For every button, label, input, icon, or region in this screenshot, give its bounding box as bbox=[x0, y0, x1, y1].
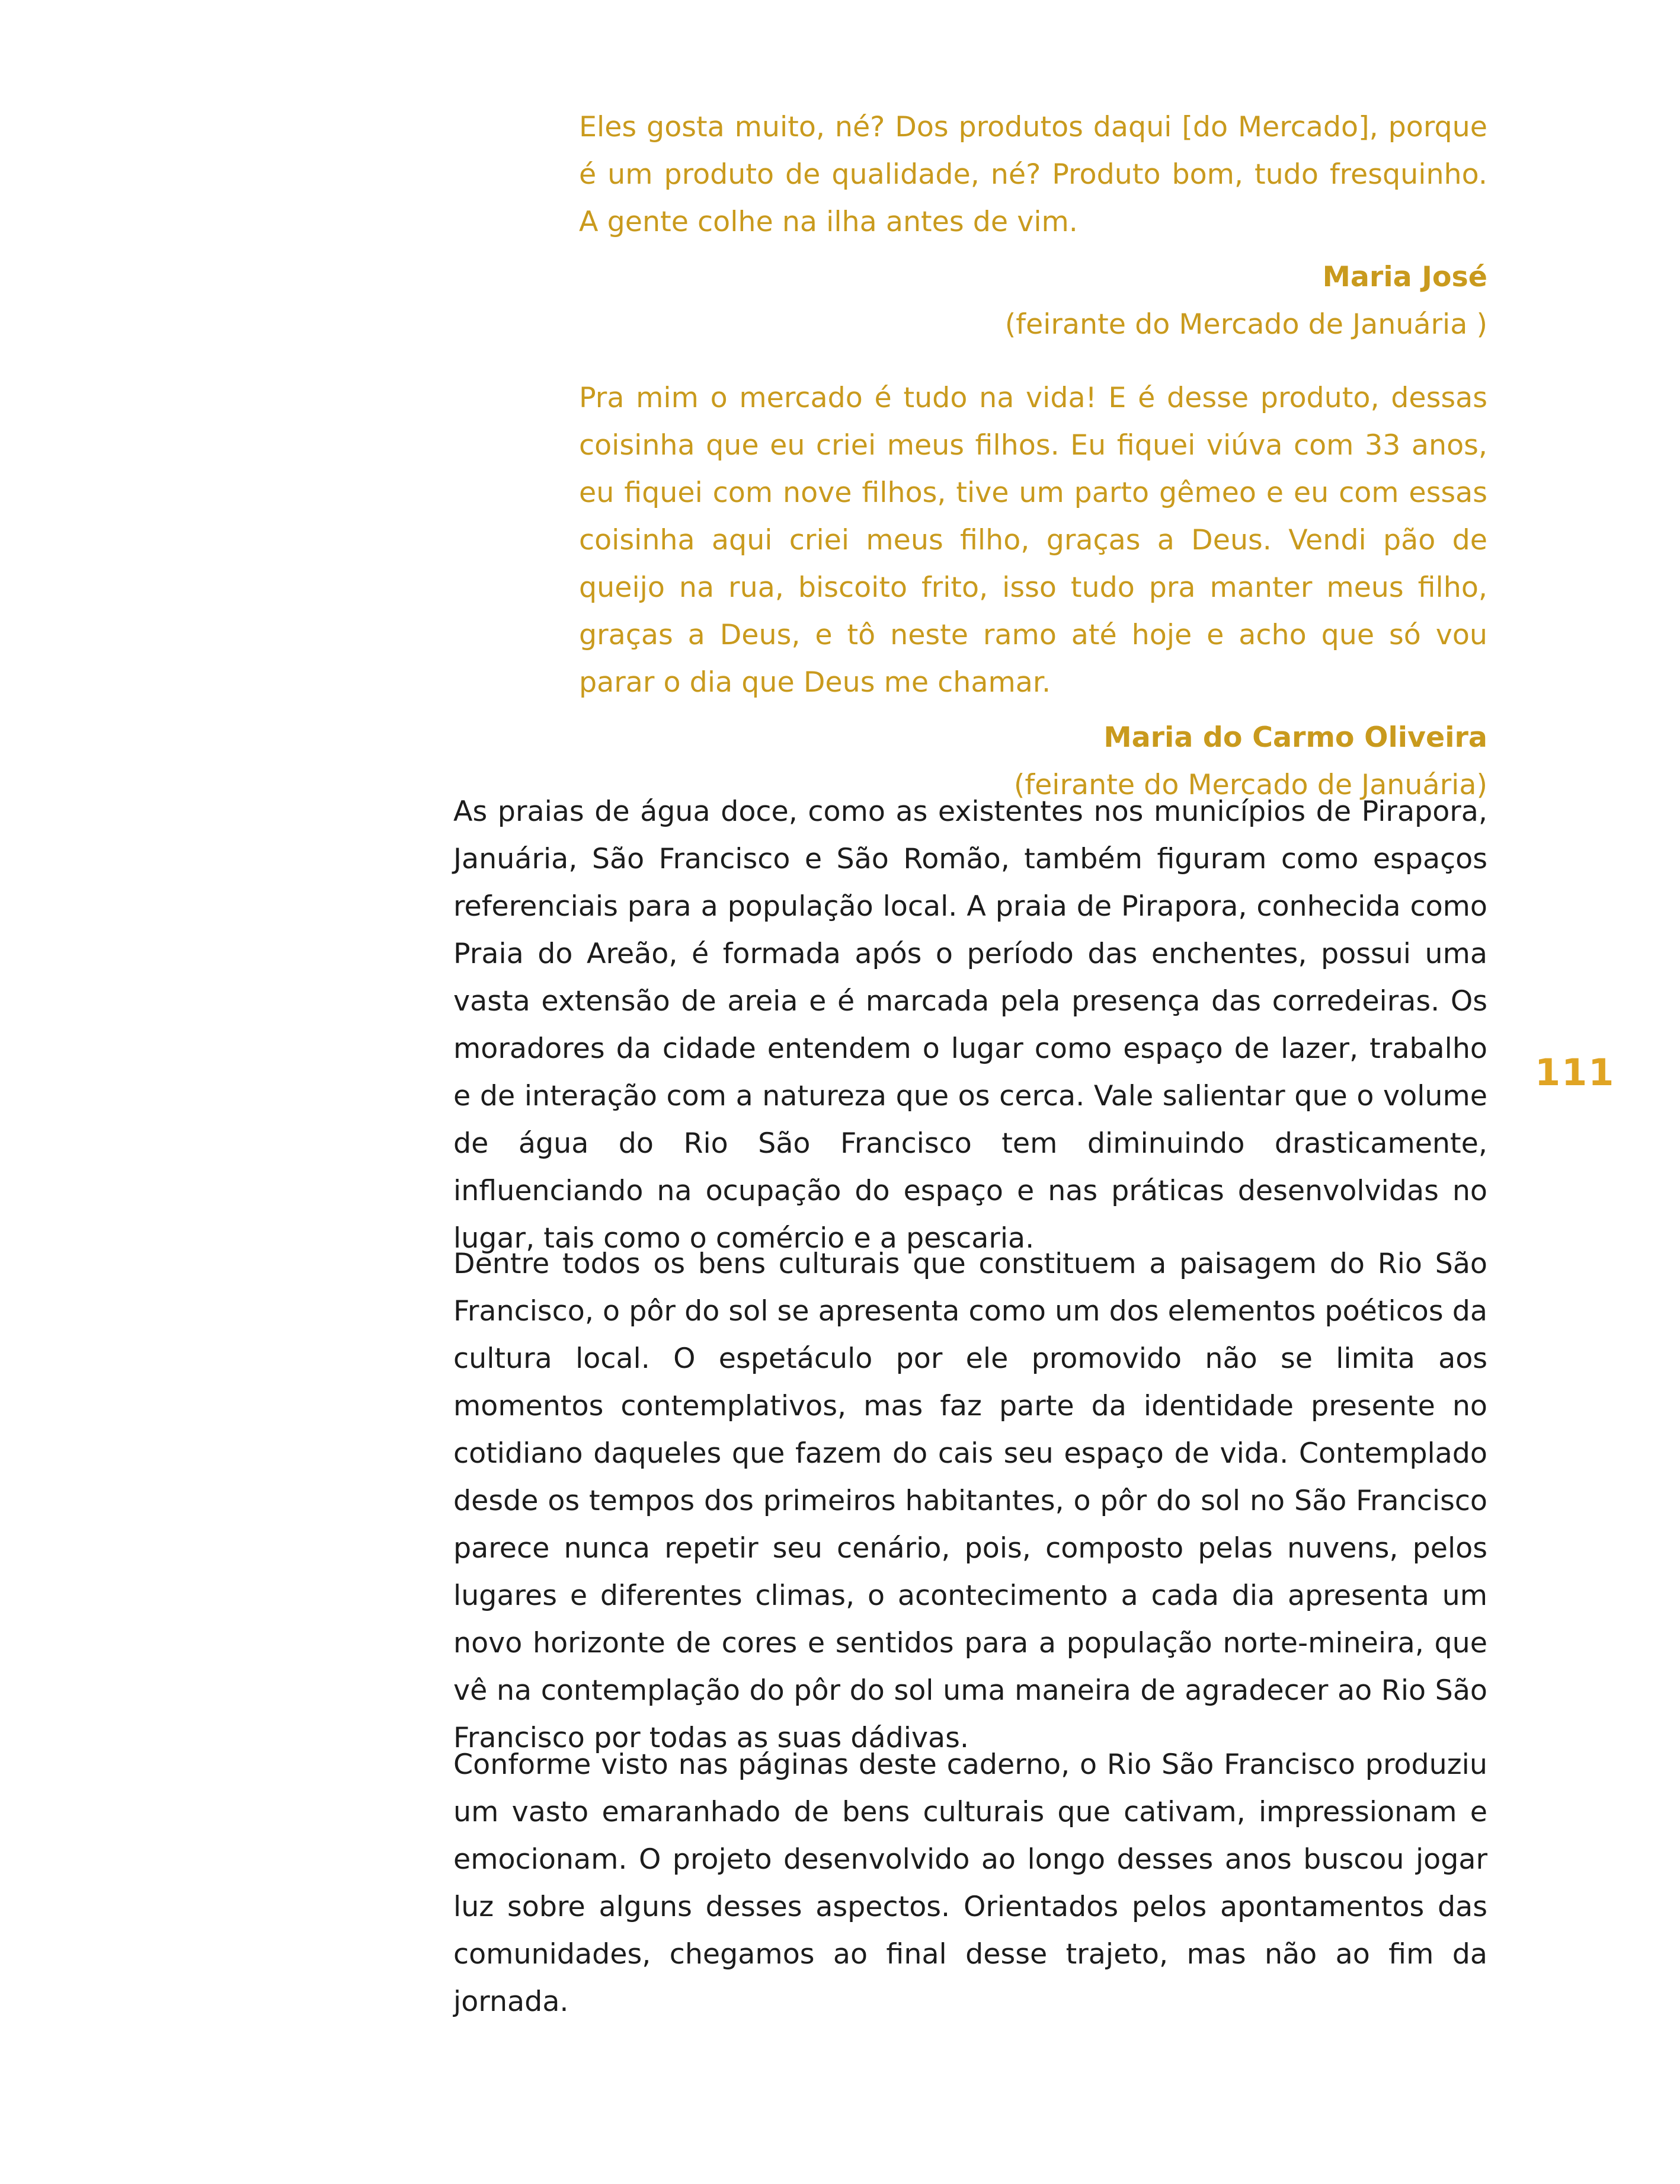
paragraph-text: As praias de água doce, como as existentes nos municípios de Pirapora, Januária, São Francisco e São Romão, também figuram como espaços referenciais para a população local. A praia de Pirapora, conhecida como Praia do Areão, é formada após o período das enchentes, possui uma vasta extensão de areia e é marcada pela presença das corredeiras. Os moradores da cidade entendem o lugar como espaço de lazer, trabalho e de interação com a natureza que os cerca. Vale salientar que o volume de água do Rio São Francisco tem diminuindo drasticamente, influenciando na ocupação do espaço e nas práticas desenvolvidas no lugar, tais como o comércio e a pescaria. bbox=[453, 795, 1487, 1255]
body-paragraph-por-do-sol bbox=[453, 1240, 1487, 1762]
quote-author-role: (feirante do Mercado de Januária ) bbox=[1004, 308, 1487, 341]
quote-text: Pra mim o mercado é tudo na vida! E é desse produto, dessas coisinha que eu criei meus filhos. Eu fiquei viúva com 33 anos, eu fiquei com nove filhos, tive um parto gêmeo e eu com essas coisinha aqui criei meus filho, graças a Deus. Vendi pão de queijo na rua, biscoito frito, isso tudo pra manter meus filho, graças a Deus, e tô neste ramo até hoje e acho que só vou parar o dia que Deus me chamar. bbox=[579, 382, 1487, 699]
quote-text: Eles gosta muito, né? Dos produtos daqui [do Mercado], porque é um produto de qualidade, né? Produto bom, tudo fresquinho. A gente colhe na ilha antes de vim. bbox=[579, 111, 1487, 238]
body-paragraph-praias bbox=[453, 788, 1487, 1262]
quote-block-maria-jose bbox=[579, 104, 1487, 348]
body-paragraph-conclusao bbox=[453, 1741, 1487, 2026]
paragraph-text: Dentre todos os bens culturais que constituem a paisagem do Rio São Francisco, o pôr do sol se apresenta como um dos elementos poéticos da cultura local. O espetáculo por ele promovido não se limita aos momentos contemplativos, mas faz parte da identidade presente no cotidiano daqueles que fazem do cais seu espaço de vida. Contemplado desde os tempos dos primeiros habitantes, o pôr do sol no São Francisco parece nunca repetir seu cenário, pois, composto pelas nuvens, pelos lugares e diferentes climas, o acontecimento a cada dia apresenta um novo horizonte de cores e sentidos para a população norte-mineira, que vê na contemplação do pôr do sol uma maneira de agradecer ao Rio São Francisco por todas as suas dádivas. bbox=[453, 1248, 1487, 1754]
quote-author-name: Maria do Carmo Oliveira bbox=[1103, 721, 1487, 754]
quote-author-name: Maria José bbox=[1322, 261, 1487, 293]
quote-block-maria-do-carmo bbox=[579, 375, 1487, 809]
quote-author-role: (feirante do Mercado de Januária) bbox=[1013, 769, 1487, 801]
page-number: 111 bbox=[1535, 1051, 1615, 1094]
paragraph-text: Conforme visto nas páginas deste caderno, o Rio São Francisco produziu um vasto emaranhado de bens culturais que cativam, impressionam e emocionam. O projeto desenvolvido ao longo desses anos buscou jogar luz sobre alguns desses aspectos. Orientados pelos apontamentos das comunidades, chegamos ao final desse trajeto, mas não ao fim da jornada. bbox=[453, 1748, 1487, 2018]
